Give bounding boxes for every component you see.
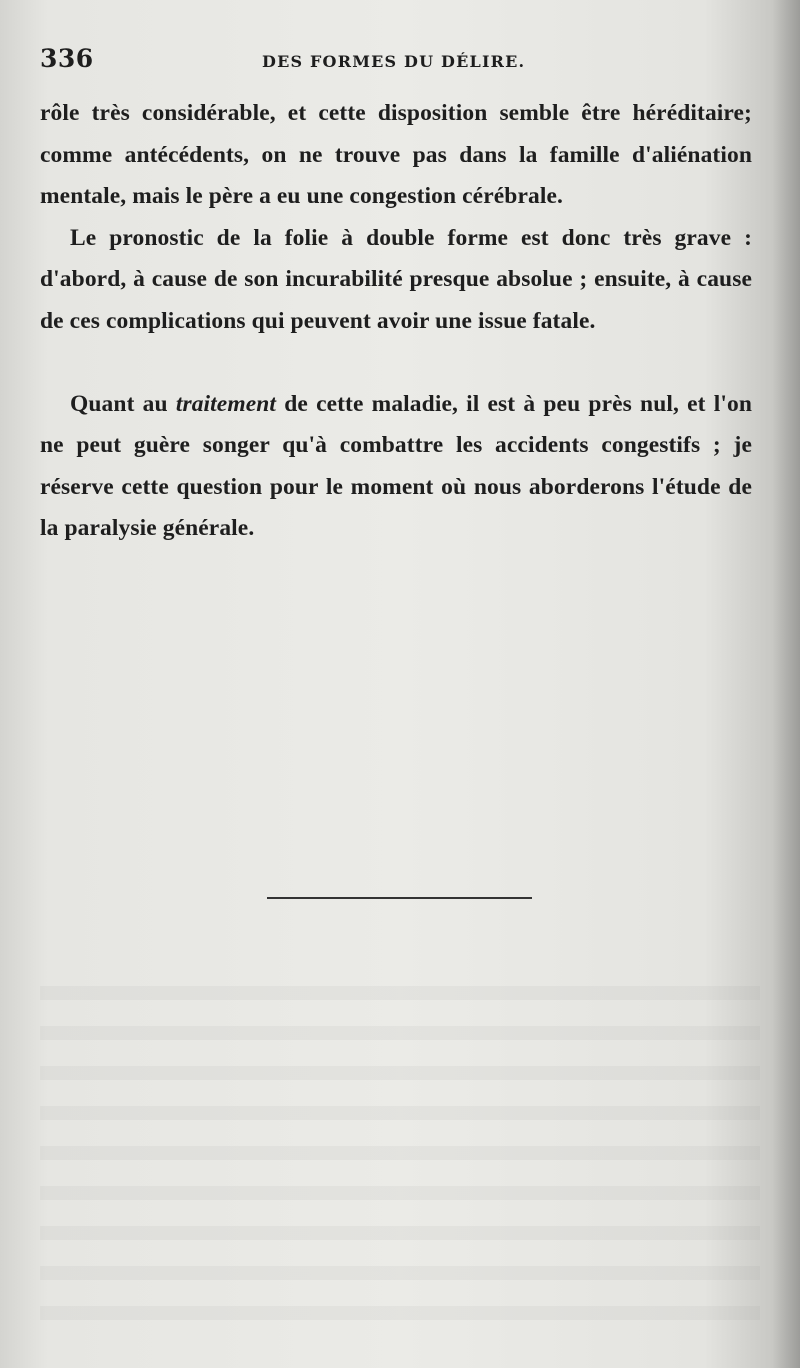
paragraph-3-end: de cette maladie, il est à peu près nul, et l'on ne peut guère songer qu'à combattre les accidents congestifs ; je réserve cette question pour le moment où nous aborderons l'étude de la paralysie générale. <box>40 390 753 542</box>
bleed-through-texture <box>40 960 760 1340</box>
paragraph-1: rôle très considérable, et cette disposition semble être héréditaire; comme antécédents, on ne trouve pas dans la famille d'aliénation mentale, mais le père a eu une congestion cérébrale. <box>40 100 752 210</box>
running-title: DES FORMES DU DÉLIRE. <box>262 52 526 71</box>
page-header <box>40 44 752 80</box>
emphasis-traitement: traitement <box>175 390 277 417</box>
paragraph-3 <box>40 384 752 550</box>
section-divider <box>267 897 532 899</box>
body-text <box>40 93 752 550</box>
paragraph-3-start: Quant au <box>70 390 176 417</box>
page-number: 336 <box>40 44 94 73</box>
paragraph-2: Le pronostic de la folie à double forme est donc très grave : d'abord, à cause de son incurabilité presque absolue ; ensuite, à cause de ces complications qui peuvent avoir une issue fatale. <box>40 224 752 334</box>
